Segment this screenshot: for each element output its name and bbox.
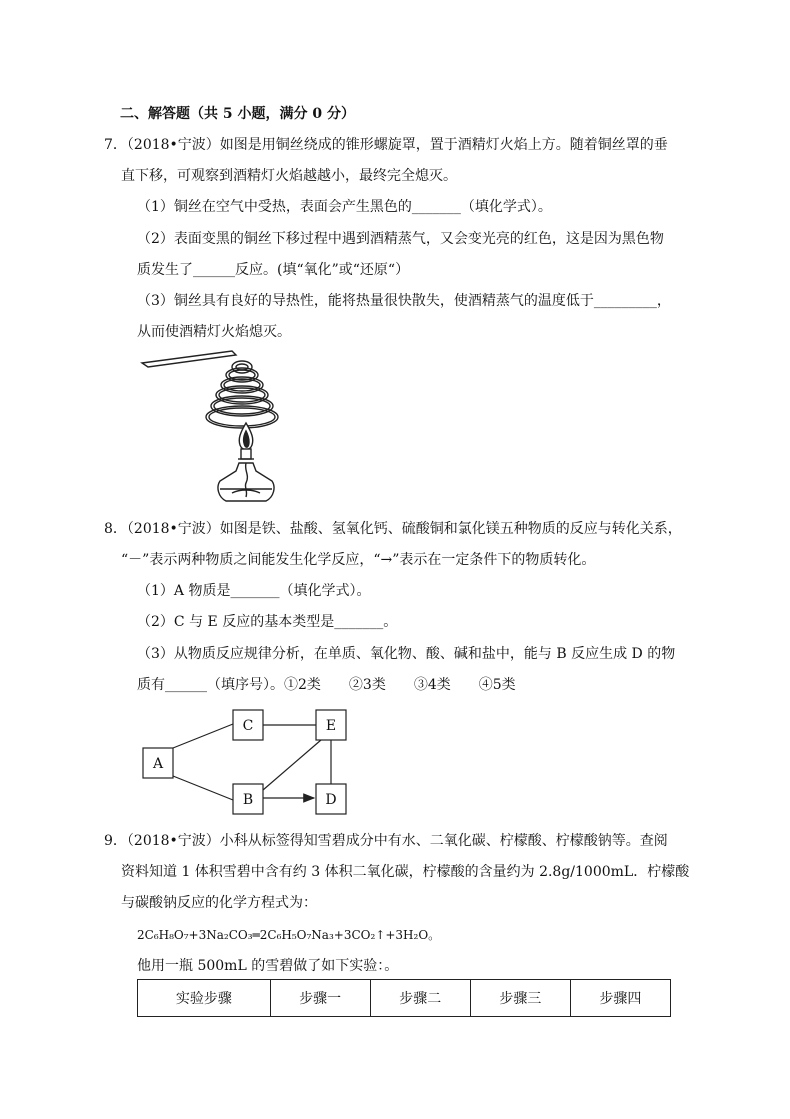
q9-stem-line1: 9．（2018•宁波）小科从标签得知雪碧成分中有水、二氧化碳、柠檬酸、柠檬酸钠等。查阅 — [104, 833, 668, 849]
line-b-e — [263, 740, 321, 790]
node-c-label: C — [242, 718, 254, 734]
q8-sub1: （1）A 物质是_______（填化学式）。 — [137, 583, 371, 599]
node-a-label: A — [152, 756, 164, 772]
line-a-c — [173, 724, 233, 748]
q7-sub2-line1: （2）表面变黑的铜丝下移过程中遇到酒精蒸气，又会变光亮的红色，这是因为黑色物 — [137, 231, 664, 247]
q7-stem-line2: 直下移，可观察到酒精灯火焰越越小，最终完全熄灭。 — [121, 168, 457, 184]
q7-sub3-line1: （3）铜丝具有良好的导热性，能将热量很快散失，使酒精蒸气的温度低于_________， — [137, 293, 671, 309]
q9-chemical-equation: 2C₆H₈O₇+3Na₂CO₃═2C₆H₅O₇Na₃+3CO₂↑+3H₂O。 — [137, 928, 441, 942]
table-header-cell: 步骤四 — [570, 980, 670, 1017]
q7-sub2-line2: 质发生了______反应。(填“氧化”或“还原“） — [137, 262, 410, 278]
section-title: 二、解答题（共 5 小题，满分 0 分） — [120, 106, 355, 122]
q9-stem-line3: 与碳酸钠反应的化学方程式为： — [121, 895, 317, 911]
table-header-cell: 步骤三 — [470, 980, 570, 1017]
node-b-label: B — [242, 792, 254, 808]
q9-stem-line2: 资料知道 1 体积雪碧中含有约 3 体积二氧化碳，柠檬酸的含量约为 2.8g/1000mL．柠檬酸 — [121, 864, 690, 880]
table-header-cell: 步骤一 — [270, 980, 370, 1017]
experiment-steps-table — [137, 979, 671, 1017]
q7-sub1: （1）铜丝在空气中受热，表面会产生黑色的_______（填化学式）。 — [137, 199, 552, 215]
q8-sub3-line1: （3）从物质反应规律分析，在单质、氧化物、酸、碱和盐中，能与 B 反应生成 D 的物 — [137, 646, 676, 662]
q9-stem-line4: 他用一瓶 500mL 的雪碧做了如下实验：。 — [137, 958, 399, 974]
table-row — [138, 980, 671, 1017]
table-header-cell: 实验步骤 — [138, 980, 271, 1017]
node-d-label: D — [325, 792, 337, 808]
q7-sub3-line2: 从而使酒精灯火焰熄灭。 — [137, 324, 291, 340]
q8-sub3-line2: 质有______（填序号）。①2类 ②3类 ③4类 ④5类 — [137, 677, 516, 693]
node-e-label: E — [325, 718, 337, 734]
q8-sub2: （2）C 与 E 反应的基本类型是_______。 — [137, 614, 398, 630]
q7-stem-line1: 7．（2018•宁波）如图是用铜丝绕成的锥形螺旋罩，置于酒精灯火焰上方。随着铜丝罩的垂 — [104, 137, 668, 153]
table-header-cell: 步骤二 — [370, 980, 470, 1017]
q8-stem-line2: “－”表示两种物质之间能发生化学反应，“→”表示在一定条件下的物质转化。 — [121, 552, 596, 568]
line-a-b — [173, 776, 233, 800]
q8-stem-line1: 8．（2018•宁波）如图是铁、盐酸、氢氧化钙、硫酸铜和氯化镁五种物质的反应与转化关系， — [104, 521, 682, 537]
copper-spiral-lamp-figure — [140, 345, 310, 510]
reaction-diagram — [130, 700, 360, 820]
